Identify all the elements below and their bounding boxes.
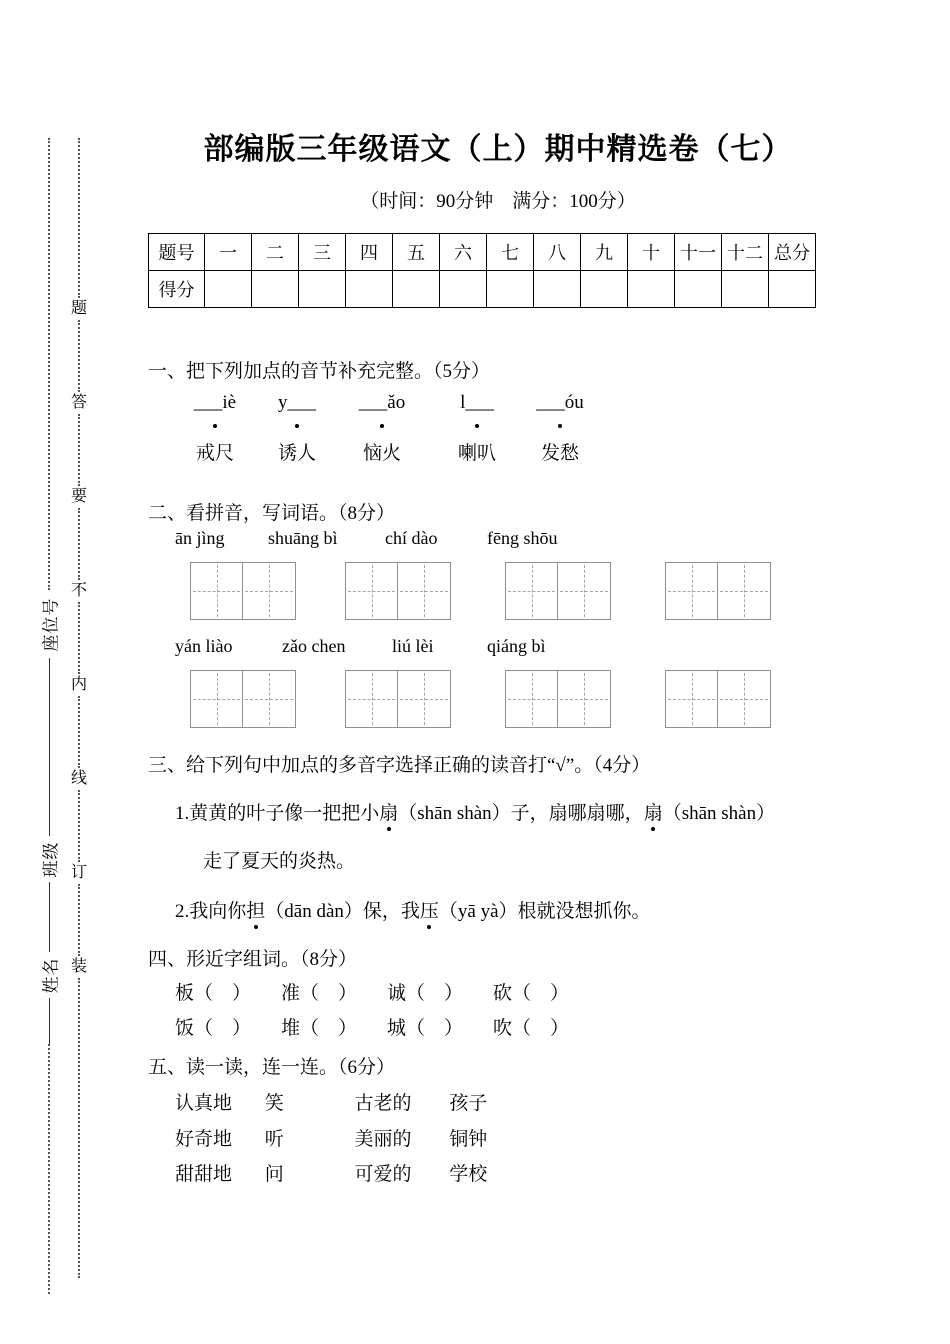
sentence-text: 1.黄黄的叶子像一把把小 (175, 803, 380, 824)
sentence-text: （shān shàn）子，扇哪扇哪， (398, 803, 644, 824)
sentence-1-line-2: 走了夏天的炎热。 (203, 851, 356, 872)
binding-char: 装 (70, 958, 87, 975)
syllable-item (520, 392, 600, 465)
binding-dotted-line (48, 138, 50, 590)
binding-dotted-line (78, 320, 80, 392)
word-blank: 吹（ ） (493, 1018, 570, 1039)
pinyin: chí dào (385, 528, 438, 548)
binding-dotted-line (78, 508, 80, 580)
grid-cell (665, 670, 718, 728)
syllable-item (257, 392, 337, 465)
binding-dotted-line (78, 884, 80, 956)
pinyin-row-1 (148, 528, 868, 552)
score-table-header-row (149, 234, 816, 271)
sentence-1-line-1 (175, 798, 775, 825)
question-col: 十一 (675, 234, 722, 271)
grid-cell (718, 670, 771, 728)
word-blank: 板（ ） (175, 983, 252, 1004)
sentence-text: 2.我向你 (175, 901, 247, 922)
binding-char: 要 (70, 488, 87, 505)
question-col: 五 (393, 234, 440, 271)
writing-grid (345, 562, 451, 620)
grid-cell (665, 562, 718, 620)
word-blank: 砍（ ） (493, 983, 570, 1004)
section-3-heading: 三、给下列句中加点的多音字选择正确的读音打“√”。（4分） (148, 755, 651, 776)
score-cell (487, 271, 534, 308)
binding-dotted-line (48, 1044, 50, 1294)
word: 喇叭 (457, 443, 496, 464)
binding-char: 线 (70, 770, 87, 787)
word: 戒尺 (195, 443, 234, 464)
pinyin-blank: ___ǎo (358, 392, 406, 413)
binding-dotted-line (78, 790, 80, 862)
grid-cell (398, 670, 451, 728)
writing-grid (190, 670, 296, 728)
grid-cell (190, 562, 243, 620)
word: 诱人 (277, 443, 316, 464)
pinyin: ān jìng (175, 528, 225, 548)
score-label: 得分 (149, 271, 205, 308)
score-cell (440, 271, 487, 308)
seat-number-text: 座位号 (41, 597, 61, 651)
word-blank: 准（ ） (281, 983, 358, 1004)
word: 恼火 (362, 443, 401, 464)
binding-dotted-line (78, 696, 80, 768)
emphasis-dot (295, 424, 299, 428)
match-word: 笑 (264, 1093, 284, 1114)
grid-cell (558, 562, 611, 620)
pinyin-blank: y___ (278, 392, 316, 413)
grid-cell (345, 670, 398, 728)
pinyin: zǎo chen (282, 636, 346, 656)
score-cell (205, 271, 252, 308)
match-word: 铜钟 (449, 1129, 488, 1150)
score-cell (252, 271, 299, 308)
match-word: 孩子 (449, 1093, 488, 1114)
binding-char: 订 (70, 864, 87, 881)
question-col: 九 (581, 234, 628, 271)
section-1-heading: 一、把下列加点的音节补充完整。（5分） (148, 361, 491, 382)
match-word: 好奇地 (175, 1129, 233, 1150)
word-formation-row-1 (148, 978, 569, 1005)
grid-cell (505, 670, 558, 728)
dotted-char: 扇 (643, 803, 663, 824)
class-text: 班级 (41, 841, 61, 877)
sentence-text: （yā yà）根就没想抓你。 (438, 901, 651, 922)
class-blank (49, 882, 50, 952)
pinyin: liú lèi (392, 636, 434, 656)
page-title: 部编版三年级语文（上）期中精选卷（七） (203, 133, 793, 166)
score-cell (299, 271, 346, 308)
writing-grid (190, 562, 296, 620)
score-table-score-row (149, 271, 816, 308)
writing-grid-row-2 (148, 670, 868, 728)
word-formation-row-2 (148, 1013, 569, 1040)
dotted-char: 担 (246, 901, 266, 922)
binding-dotted-line (78, 414, 80, 486)
grid-cell (190, 670, 243, 728)
word-blank: 饭（ ） (175, 1018, 252, 1039)
question-number-label: 题号 (149, 234, 205, 271)
pinyin: yán liào (175, 636, 233, 656)
dotted-char: 扇 (379, 803, 399, 824)
writing-grid (505, 670, 611, 728)
matching-row (148, 1159, 487, 1186)
score-cell (393, 271, 440, 308)
emphasis-dot (558, 424, 562, 428)
score-cell (346, 271, 393, 308)
pinyin-blank: ___iè (193, 392, 237, 413)
matching-row (148, 1088, 487, 1115)
pinyin-blank: l___ (460, 392, 494, 413)
binding-outer-column (36, 138, 62, 1294)
question-col: 八 (534, 234, 581, 271)
seat-number-blank (49, 658, 50, 836)
dotted-char: 压 (419, 901, 439, 922)
match-word: 问 (264, 1164, 284, 1185)
match-word: 美丽的 (354, 1129, 412, 1150)
sentence-2 (175, 896, 651, 923)
word-blank: 城（ ） (387, 1018, 464, 1039)
syllable-item (342, 392, 422, 465)
question-col: 二 (252, 234, 299, 271)
score-cell (534, 271, 581, 308)
grid-cell (718, 562, 771, 620)
question-col: 十二 (722, 234, 769, 271)
writing-grid-row-1 (148, 562, 868, 620)
matching-row (148, 1124, 487, 1151)
sentence-text: （shān shàn） (662, 803, 776, 824)
syllable-item (437, 392, 517, 465)
binding-char: 答 (70, 394, 87, 411)
grid-cell (505, 562, 558, 620)
section-2-heading: 二、看拼音，写词语。（8分） (148, 503, 396, 524)
match-word: 学校 (449, 1164, 488, 1185)
word: 发愁 (540, 443, 579, 464)
binding-char: 不 (70, 582, 87, 599)
score-cell (675, 271, 722, 308)
word-blank: 堆（ ） (281, 1018, 358, 1039)
emphasis-dot (213, 424, 217, 428)
sentence-text: （dān dàn）保，我 (265, 901, 420, 922)
section-5-heading: 五、读一读，连一连。（6分） (148, 1057, 396, 1078)
writing-grid (665, 670, 771, 728)
section-4-heading: 四、形近字组词。（8分） (148, 949, 358, 970)
binding-char: 题 (70, 300, 87, 317)
emphasis-dot (475, 424, 479, 428)
score-cell (769, 271, 816, 308)
writing-grid (345, 670, 451, 728)
match-word: 认真地 (175, 1093, 233, 1114)
question-col: 一 (205, 234, 252, 271)
score-table (148, 233, 816, 308)
question-col: 七 (487, 234, 534, 271)
question-col: 三 (299, 234, 346, 271)
grid-cell (345, 562, 398, 620)
match-word: 古老的 (354, 1093, 412, 1114)
syllable-item (175, 392, 255, 465)
name-text: 姓名 (41, 957, 61, 993)
name-label (36, 952, 62, 998)
match-word: 可爱的 (354, 1164, 412, 1185)
name-blank (49, 998, 50, 1044)
pinyin: fēng shōu (487, 528, 558, 548)
score-cell (628, 271, 675, 308)
match-word: 听 (264, 1129, 284, 1150)
grid-cell (558, 670, 611, 728)
total-score-col: 总分 (769, 234, 816, 271)
seat-number-label (36, 590, 62, 658)
binding-dotted-line (78, 978, 80, 1278)
class-label (36, 836, 62, 882)
emphasis-dot (380, 424, 384, 428)
pinyin: shuāng bì (268, 528, 338, 548)
grid-cell (243, 562, 296, 620)
grid-cell (398, 562, 451, 620)
question-col: 六 (440, 234, 487, 271)
binding-char: 内 (70, 676, 87, 693)
score-cell (722, 271, 769, 308)
match-word: 甜甜地 (175, 1164, 233, 1185)
word-blank: 诚（ ） (387, 983, 464, 1004)
grid-cell (243, 670, 296, 728)
score-cell (581, 271, 628, 308)
pinyin-row-2 (148, 636, 868, 660)
question-col: 四 (346, 234, 393, 271)
binding-dotted-line (78, 138, 80, 298)
binding-dotted-line (78, 602, 80, 674)
writing-grid (505, 562, 611, 620)
question-col: 十 (628, 234, 675, 271)
pinyin-blank: ___óu (536, 392, 584, 413)
page-subtitle: （时间：90分钟 满分：100分） (360, 191, 636, 212)
binding-inner-column (66, 138, 92, 1278)
pinyin: qiáng bì (487, 636, 546, 656)
writing-grid (665, 562, 771, 620)
section-1-items (148, 392, 748, 465)
